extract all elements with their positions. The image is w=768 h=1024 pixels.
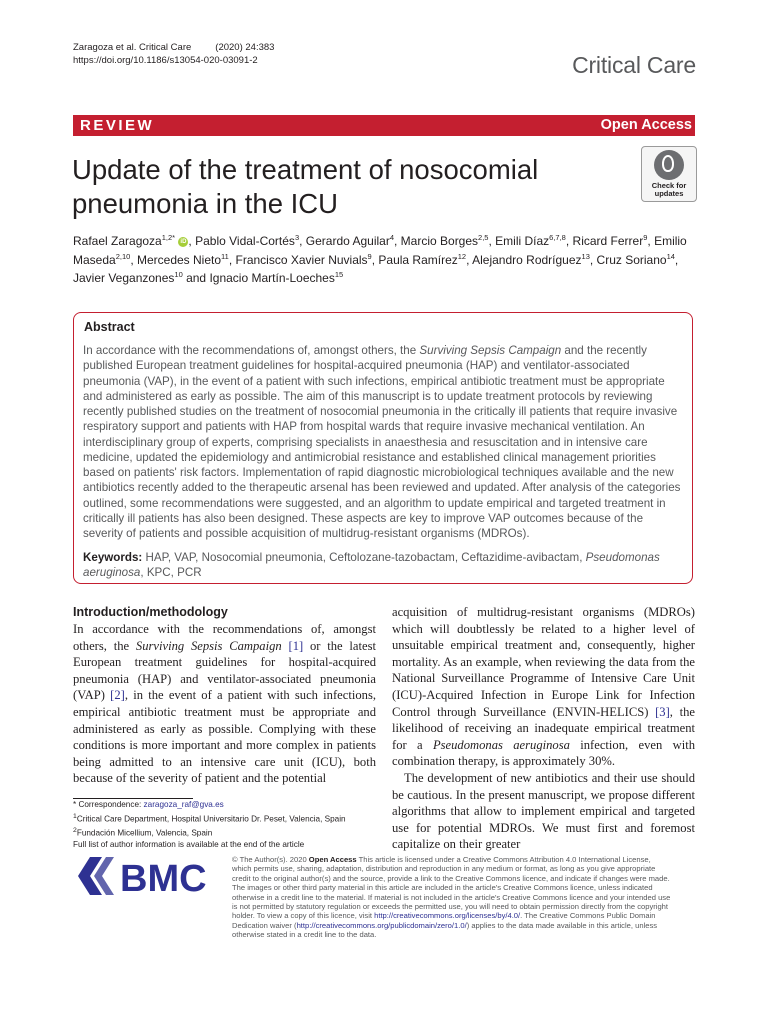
- author-name: Alejandro Rodríguez: [472, 252, 582, 267]
- affiliation-2: Fundación Micellium, Valencia, Spain: [76, 828, 213, 838]
- author-affiliation: 11: [221, 251, 229, 261]
- body-text: , the likelihood of receiving an inadequate empirical treatment for a: [392, 704, 695, 752]
- abstract-text: [83, 343, 683, 541]
- citation-year: (2020) 24:383: [215, 42, 275, 53]
- license-part: © The Author(s). 2020: [232, 855, 309, 864]
- author-affiliation: 3: [294, 233, 300, 242]
- open-access-label: Open Access: [600, 117, 692, 133]
- license-oa: Open Access: [308, 855, 357, 864]
- author-affiliation: 10: [174, 270, 183, 279]
- author-name: Ignacio Martín-Loeches: [209, 271, 335, 285]
- citation-authors: Zaragoza et al. Critical Care: [73, 42, 192, 53]
- bmc-logo-text: BMC: [120, 858, 207, 899]
- body-text-italic: Surviving Sepsis Campaign: [135, 638, 282, 653]
- license-link[interactable]: http://creativecommons.org/licenses/by/4.0/: [374, 911, 521, 921]
- author-affiliation: 4: [389, 233, 394, 242]
- body-text: or the latest European treatment guidelines for hospital-acquired pneumonia (HAP) and ventilator-associated pneumonia (VAP): [73, 638, 377, 703]
- author-info-note: Full list of author information is available at the end of the article: [73, 839, 305, 849]
- affiliation-number: 2: [73, 826, 77, 834]
- body-column-right: [392, 604, 695, 853]
- citation-header: [73, 41, 274, 67]
- author-affiliation: 9: [367, 251, 372, 261]
- keywords: [83, 550, 683, 581]
- orcid-icon[interactable]: iD: [180, 238, 187, 245]
- author-affiliation: 9: [643, 233, 648, 242]
- body-text: , in the event of a patient with such infections, empirical antibiotic treatment must be appropriate and administered as early as possible. Complying with these conditions is more important and more complex in patients being admitted to an intensive care unit (ICU), both because of the severity of patient and the potential: [73, 688, 376, 786]
- citation-ref-1[interactable]: [1]: [288, 638, 304, 653]
- abstract-text-italic: Surviving Sepsis Campaign: [419, 344, 562, 357]
- check-for-updates-badge[interactable]: [641, 146, 697, 202]
- author-name: Francisco Xavier Nuvials: [235, 252, 368, 267]
- author-name: Mercedes Nieto: [136, 252, 222, 267]
- affiliation-number: 1: [73, 812, 77, 820]
- author-affiliation: 12: [457, 251, 467, 261]
- author-name: Marcio Borges: [400, 234, 479, 248]
- license-part: This article is licensed under a Creative Commons Attribution 4.0 International License, which permits use, sharing, adaptation, distribution and reproduction in any medium or format, as long as you give appropriate credit to the original author(s) and the source, provide a link to the Creative Commons licence, and indicate if changes were made. The images or other third party material in this article are included in the article's Creative Commons licence, unless indicated otherwise in a credit line to the material. If material is not included in the article's Creative Commons licence and your intended use is not permitted by statutory regulation or exceeds the permitted use, you will need to obtain permission directly from the copyright holder. To view a copy of this licence, visit: [232, 855, 671, 921]
- author-name: Paula Ramírez: [378, 252, 458, 267]
- license-part: ) applies to the data made available in this article, unless otherwise stated in a credit line to the data.: [232, 920, 658, 940]
- correspondence-label: * Correspondence:: [73, 800, 144, 809]
- abstract-text-part: and the recently published European treatment guidelines for hospital-acquired pneumonia (HAP) and ventilator-associated pneumonia (VAP), in the event of a patient with such infections, empirical antibiotic treatment must be appropriate and administered as early as possible. The aim of this manuscript is to update treatment protocols by reviewing recently published studies on the treatment of nosocomial pneumonia in the critically ill patients that require invasive respiratory support and patients with HAP from hospital wards that require invasive mechanical ventilation. An interdisciplinary group of experts, comprising specialists in anaesthesia and resuscitation and in intensive care medicine, updated the epidemiology and antimicrobial resistance and established clinical management priorities based on patients' risk factors. Implementation of rapid diagnostic microbiological techniques available and the new antibiotics recently added to the therapeutic arsenal has been reviewed and updated. After analysis of the categories outlined, some recommendations were suggested, and an algorithm to update empirical and targeted treatment in critically ill patients has also been designed. These aspects are key to improve VAP outcomes because of the severity of patients and possible acquisition of multidrug-resistant organisms (MDROs).: [83, 344, 681, 540]
- keywords-text: , KPC, PCR: [140, 566, 202, 580]
- body-paragraph: The development of new antibiotics and their use should be cautious. In the present manuscript, we propose different algorithms that allow to implement empirical and targeted use for potential MDROs. We must first and foremost capitalize on their greater: [392, 770, 695, 852]
- author-name: Emilio Maseda: [73, 234, 687, 267]
- author-affiliation: 2,10: [115, 251, 131, 261]
- author-affiliation: 14: [666, 251, 675, 261]
- bmc-logo: [76, 853, 216, 899]
- body-text: In accordance with the recommendations of, amongst others, the: [73, 622, 376, 653]
- author-affiliation: 13: [581, 251, 590, 261]
- footnotes: [73, 799, 383, 850]
- author-affiliation: 15: [334, 270, 344, 279]
- author-name: Ricard Ferrer: [572, 234, 644, 248]
- citation-ref-3[interactable]: [3]: [655, 704, 670, 719]
- correspondence-email[interactable]: zaragoza_raf@gva.es: [143, 800, 224, 809]
- cc0-link[interactable]: http://creativecommons.org/publicdomain/zero/1.0/: [296, 920, 467, 930]
- author-affiliation: 2,5: [478, 233, 489, 242]
- keywords-text: HAP, VAP, Nosocomial pneumonia, Ceftolozane-tazobactam, Ceftazidime-avibactam,: [142, 551, 586, 564]
- license-part: . The Creative Commons Public Domain Dedication waiver (: [232, 911, 656, 930]
- author-name: Pablo Vidal-Cortés: [195, 234, 295, 248]
- citation-ref-2[interactable]: [2]: [110, 688, 125, 703]
- body-text: acquisition of multidrug-resistant organisms (MDROs) which will doubtlessly be related to a higher level of unsuitable empirical treatment and, consequently, higher mortality. As an example, when reviewing the data from the National Surveillance Programme of Intensive Care Unit (ICU)-Acquired Infection in Europe Link for Infection Control through Surveillance (ENVIN-HELICS): [392, 605, 695, 719]
- abstract-text-part: In accordance with the recommendations of, amongst others, the: [83, 344, 420, 357]
- badge-label: Check for updates: [651, 181, 687, 198]
- article-type-label: REVIEW: [80, 117, 155, 134]
- journal-name: Critical Care: [572, 52, 696, 78]
- body-text: infection, even with combination therapy, is approximately 30%.: [392, 737, 695, 769]
- author-name: Javier Veganzones: [73, 271, 175, 285]
- license-text: [232, 855, 672, 940]
- author-name: Emili Díaz: [495, 234, 550, 248]
- article-title: Update of the treatment of nosocomial pneumonia in the ICU: [72, 154, 539, 219]
- bookmark-icon: [654, 150, 684, 180]
- keywords-label: Keywords:: [83, 551, 143, 564]
- author-name: Gerardo Aguilar: [305, 234, 390, 248]
- body-column-left: [73, 621, 376, 787]
- affiliation-1: Critical Care Department, Hospital Universitario Dr. Peset, Valencia, Spain: [76, 814, 346, 824]
- doi-link[interactable]: https://doi.org/10.1186/s13054-020-03091-2: [73, 55, 258, 66]
- author-name: Rafael Zaragoza: [73, 234, 162, 248]
- section-heading-intro: Introduction/methodology: [73, 605, 228, 619]
- author-name: Cruz Soriano: [596, 252, 667, 267]
- keywords-italic: Pseudomonas aeruginosa: [83, 551, 660, 580]
- author-affiliation: 1,2*: [161, 233, 176, 242]
- author-affiliation: 6,7,8: [549, 233, 566, 242]
- abstract-heading: Abstract: [84, 320, 135, 334]
- author-list: Rafael Zaragoza$^{1,2*}$ iD , Pablo Vidal-Cortés$^3$, Gerardo Aguilar$^4$, Marcio Borges$^{2,5}$, Emili Díaz$^{6,7,8}$, Ricard Ferrer$^9$, Emilio Maseda$^{2,10}$, Mercedes Nieto$^{11}$, Francisco Xavier Nuvials$^9$, Paula Ramírez$^{12}$, Alejandro Rodríguez$^{13}$, Cruz Soriano$^{14}$, Javier Veganzones$^{10}$ and Ignacio Martín-Loeches$^{15}$: [73, 233, 687, 285]
- body-text-italic: Pseudomonas aeruginosa: [432, 737, 570, 752]
